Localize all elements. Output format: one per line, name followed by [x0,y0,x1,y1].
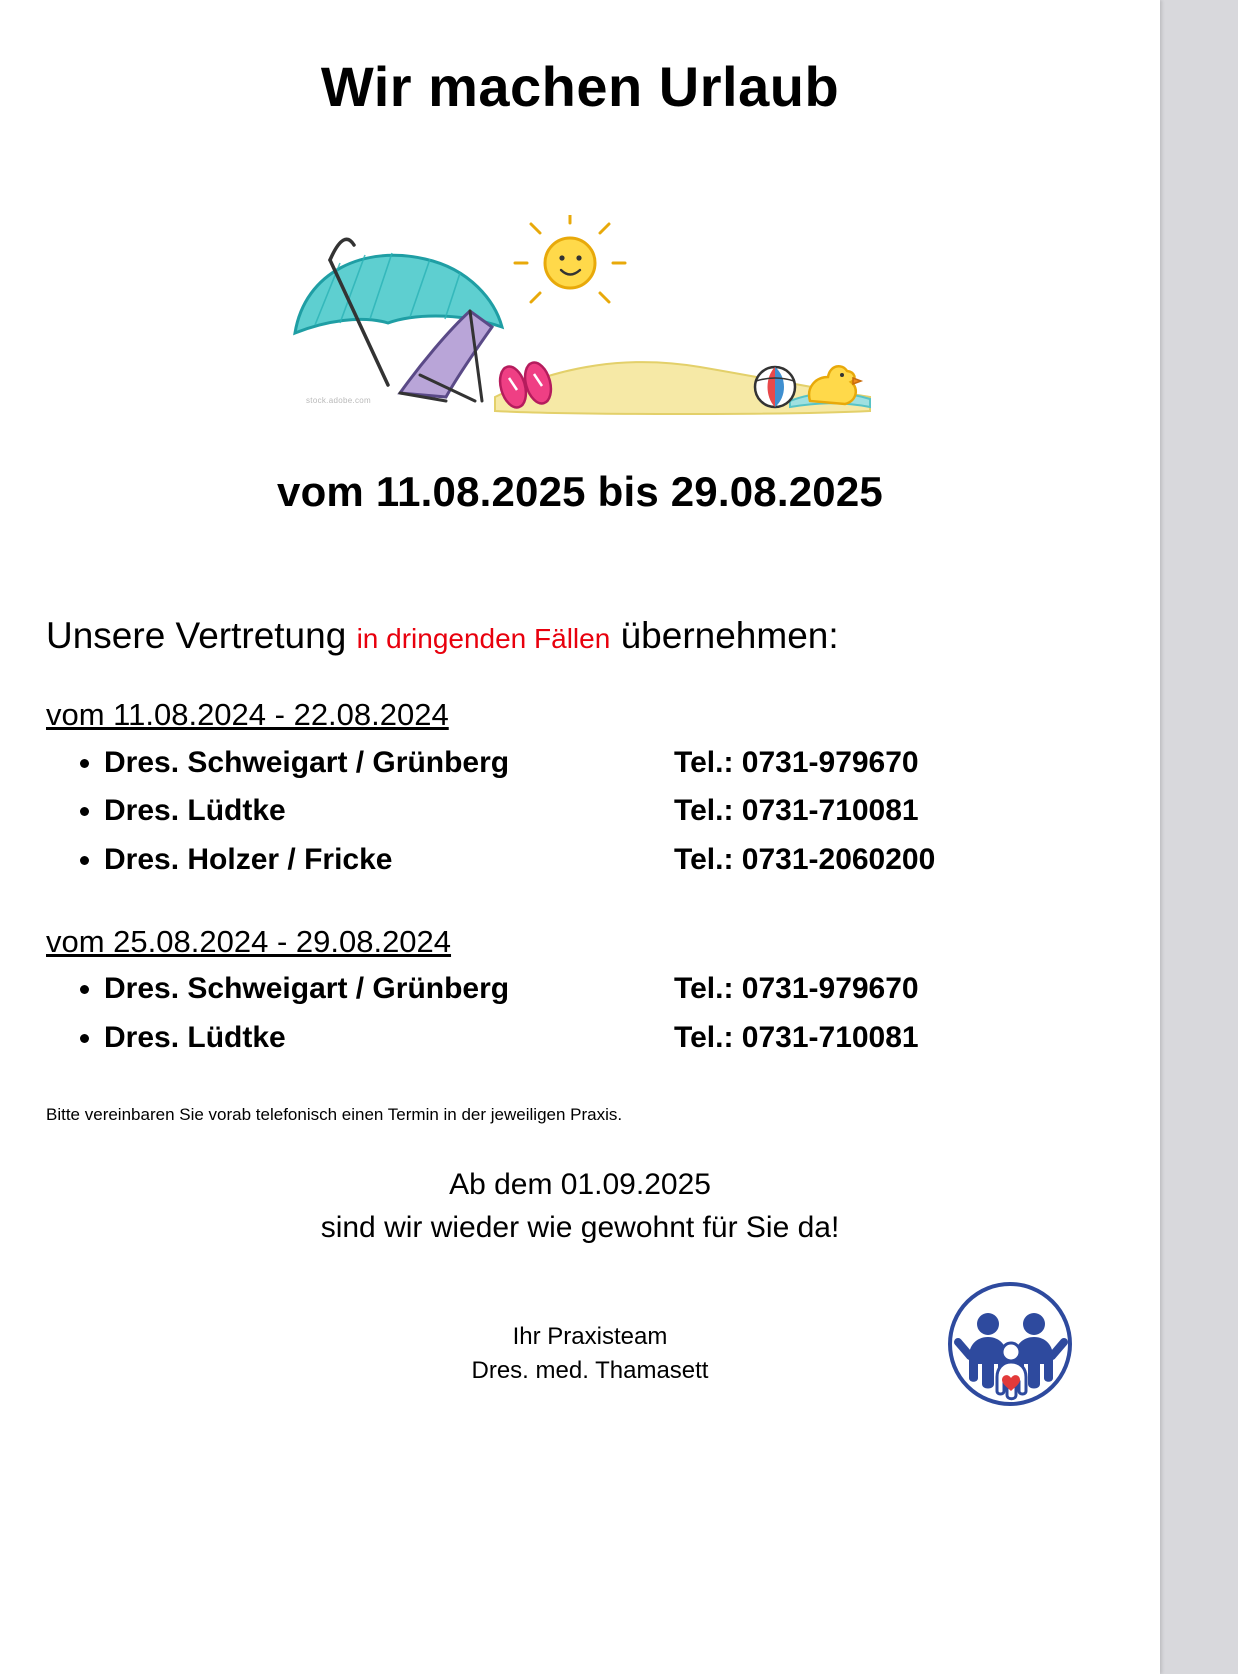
contact-phone: Tel.: 0731-979670 [674,745,919,779]
signature [472,1320,709,1390]
page-title: Wir machen Urlaub [320,55,840,118]
practice-logo [946,1280,1074,1413]
contact-phone: Tel.: 0731-710081 [674,1020,919,1054]
period-block-2 [46,923,1114,1063]
watermark-text: stock.adobe.com [306,395,371,405]
appointment-note: Bitte vereinbaren Sie vorab telefonisch einen Termin in der jeweiligen Praxis. [46,1105,623,1125]
contact-name: Dres. Lüdtke [104,1020,286,1054]
contact-list [46,739,1114,885]
period-heading: vom 11.08.2024 - 22.08.2024 [46,696,449,732]
list-item [104,965,1114,1014]
contact-phone: Tel.: 0731-710081 [674,794,919,828]
return-date-line: Ab dem 01.09.2025 [449,1167,711,1201]
signature-practice: Dres. med. Thamasett [471,1357,709,1385]
intro-text-after: übernehmen: [610,614,839,656]
list-item [104,1014,1114,1063]
family-logo-icon [946,1280,1074,1408]
contact-phone: Tel.: 0731-2060200 [674,842,936,876]
footer [46,1320,1114,1390]
intro-urgent-text: in dringenden Fällen [356,622,611,654]
beach-illustration [46,210,1114,440]
signature-team: Ihr Praxisteam [512,1322,668,1350]
contact-name: Dres. Holzer / Fricke [104,842,393,876]
return-welcome-line: sind wir wieder wie gewohnt für Sie da! [320,1211,840,1245]
list-item [104,787,1114,836]
contact-name: Dres. Schweigart / Grünberg [104,745,510,779]
list-item [104,836,1114,885]
contact-list [46,965,1114,1062]
list-item [104,739,1114,788]
vacation-date-range: vom 11.08.2025 bis 29.08.2025 [277,467,883,515]
period-heading: vom 25.08.2024 - 29.08.2024 [46,923,452,959]
intro-line [46,614,1114,658]
contact-name: Dres. Lüdtke [104,794,286,828]
contact-name: Dres. Schweigart / Grünberg [104,972,510,1006]
intro-text-before: Unsere Vertretung [46,614,357,656]
contact-phone: Tel.: 0731-979670 [674,972,919,1006]
period-block-1 [46,696,1114,885]
return-info [46,1163,1114,1250]
